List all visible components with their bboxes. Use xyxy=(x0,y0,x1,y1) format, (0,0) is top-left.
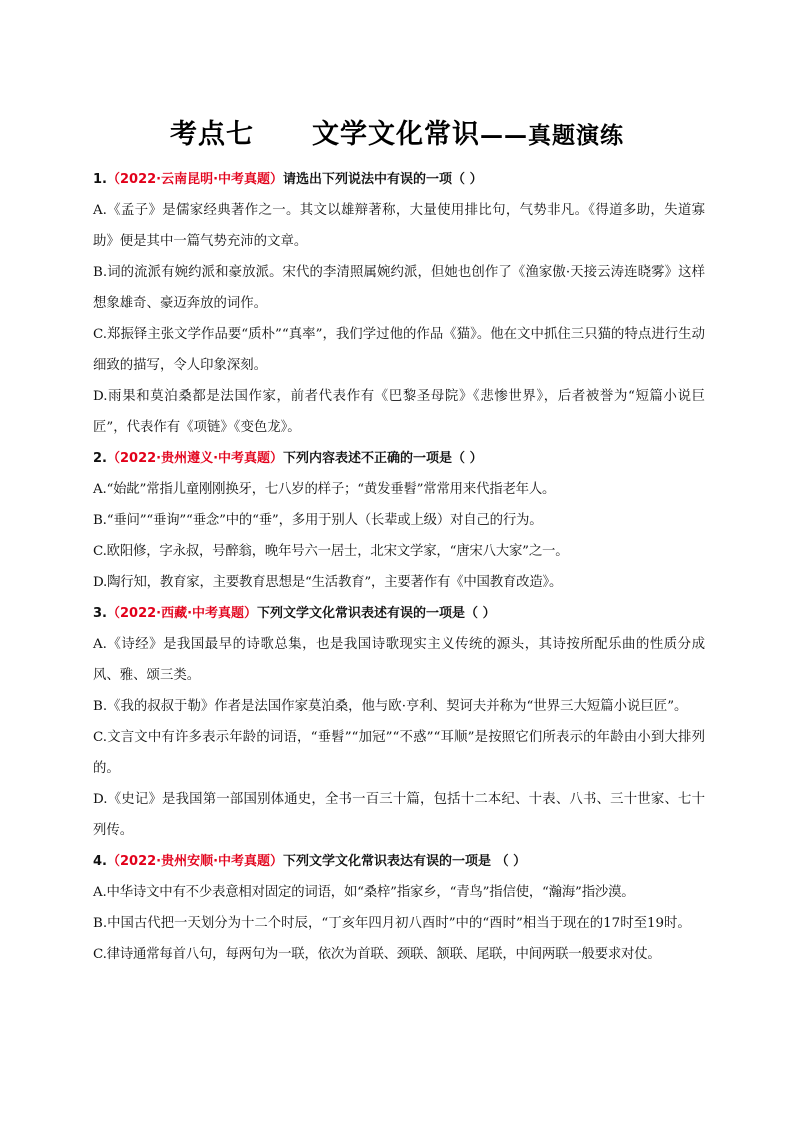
question-source: （2022·贵州遵义·中考真题） xyxy=(106,451,284,466)
question-header xyxy=(93,598,705,629)
question-stem: 请选出下列说法中有误的一项（ ） xyxy=(283,172,483,187)
option-a: A.《诗经》是我国最早的诗歌总集，也是我国诗歌现实主义传统的源头，其诗按所配乐曲的性质分成风、雅、颂三类。 xyxy=(93,637,705,683)
option-d: D.雨果和莫泊桑都是法国作家，前者代表作有《巴黎圣母院》《悲惨世界》，后者被誉为“短篇小说巨匠”，代表作有《项链》《变色龙》。 xyxy=(93,389,705,435)
option-b: B.中国古代把一天划分为十二个时辰，“丁亥年四月初八酉时”中的“酉时”相当于现在的17时至19时。 xyxy=(93,916,691,931)
question-header xyxy=(93,846,705,877)
page-title xyxy=(0,112,794,151)
question-number: 4. xyxy=(93,854,107,869)
question-stem: 下列文学文化常识表达有误的一项是 （ ） xyxy=(283,854,527,869)
question-source: （2022·西藏·中考真题） xyxy=(106,606,258,621)
question-header xyxy=(93,443,705,474)
option-c: C.欧阳修，字永叔，号醉翁，晚年号六一居士，北宋文学家，“唐宋八大家”之一。 xyxy=(93,544,569,559)
question-4 xyxy=(93,846,705,970)
title-part1: 考点七 xyxy=(170,119,254,150)
question-header xyxy=(93,164,705,195)
title-part3: ——真题演练 xyxy=(480,123,624,149)
question-2 xyxy=(93,443,705,598)
title-part2: 文学文化常识 xyxy=(312,119,480,150)
question-stem: 下列文学文化常识表述有误的一项是（ ） xyxy=(257,606,496,621)
option-b: B.《我的叔叔于勒》作者是法国作家莫泊桑，他与欧·亨利、契诃夫并称为“世界三大短篇小说巨匠”。 xyxy=(93,699,688,714)
option-c: C.律诗通常每首八句，每两句为一联，依次为首联、颈联、颔联、尾联，中间两联一般要求对仗。 xyxy=(93,947,661,962)
question-source: （2022·云南昆明·中考真题） xyxy=(106,172,284,187)
option-c: C.郑振铎主张文学作品要“质朴”“真率”，我们学过他的作品《猫》。他在文中抓住三只猫的特点进行生动细致的描写，令人印象深刻。 xyxy=(93,327,705,373)
option-a: A.“始龀”常指儿童刚刚换牙，七八岁的样子；“黄发垂髫”常常用来代指老年人。 xyxy=(93,482,556,497)
option-d: D.陶行知，教育家，主要教育思想是“生活教育”，主要著作有《中国教育改造》。 xyxy=(93,575,563,590)
question-source: （2022·贵州安顺·中考真题） xyxy=(106,854,284,869)
question-3 xyxy=(93,598,705,846)
question-stem: 下列内容表述不正确的一项是（ ） xyxy=(283,451,483,466)
question-number: 2. xyxy=(93,451,107,466)
option-c: C.文言文中有许多表示年龄的词语，“垂髫”“加冠”“不惑”“耳顺”是按照它们所表示的年龄由小到大排列的。 xyxy=(93,730,705,776)
question-number: 3. xyxy=(93,606,107,621)
option-b: B.词的流派有婉约派和豪放派。宋代的李清照属婉约派，但她也创作了《渔家傲·天接云涛连晓雾》这样想象雄奇、豪迈奔放的词作。 xyxy=(93,265,705,311)
option-b: B.“垂问”“垂询”“垂念”中的“垂”，多用于别人（长辈或上级）对自己的行为。 xyxy=(93,513,543,528)
question-1 xyxy=(93,164,705,443)
option-d: D.《史记》是我国第一部国别体通史，全书一百三十篇，包括十二本纪、十表、八书、三十世家、七十列传。 xyxy=(93,792,705,838)
option-a: A.中华诗文中有不少表意相对固定的词语，如“桑梓”指家乡，“青鸟”指信使，“瀚海”指沙漠。 xyxy=(93,885,635,900)
question-number: 1. xyxy=(93,172,107,187)
question-list xyxy=(93,164,705,970)
option-a: A.《孟子》是儒家经典著作之一。其文以雄辩著称，大量使用排比句，气势非凡。《得道多助，失道寡助》便是其中一篇气势充沛的文章。 xyxy=(93,203,705,249)
